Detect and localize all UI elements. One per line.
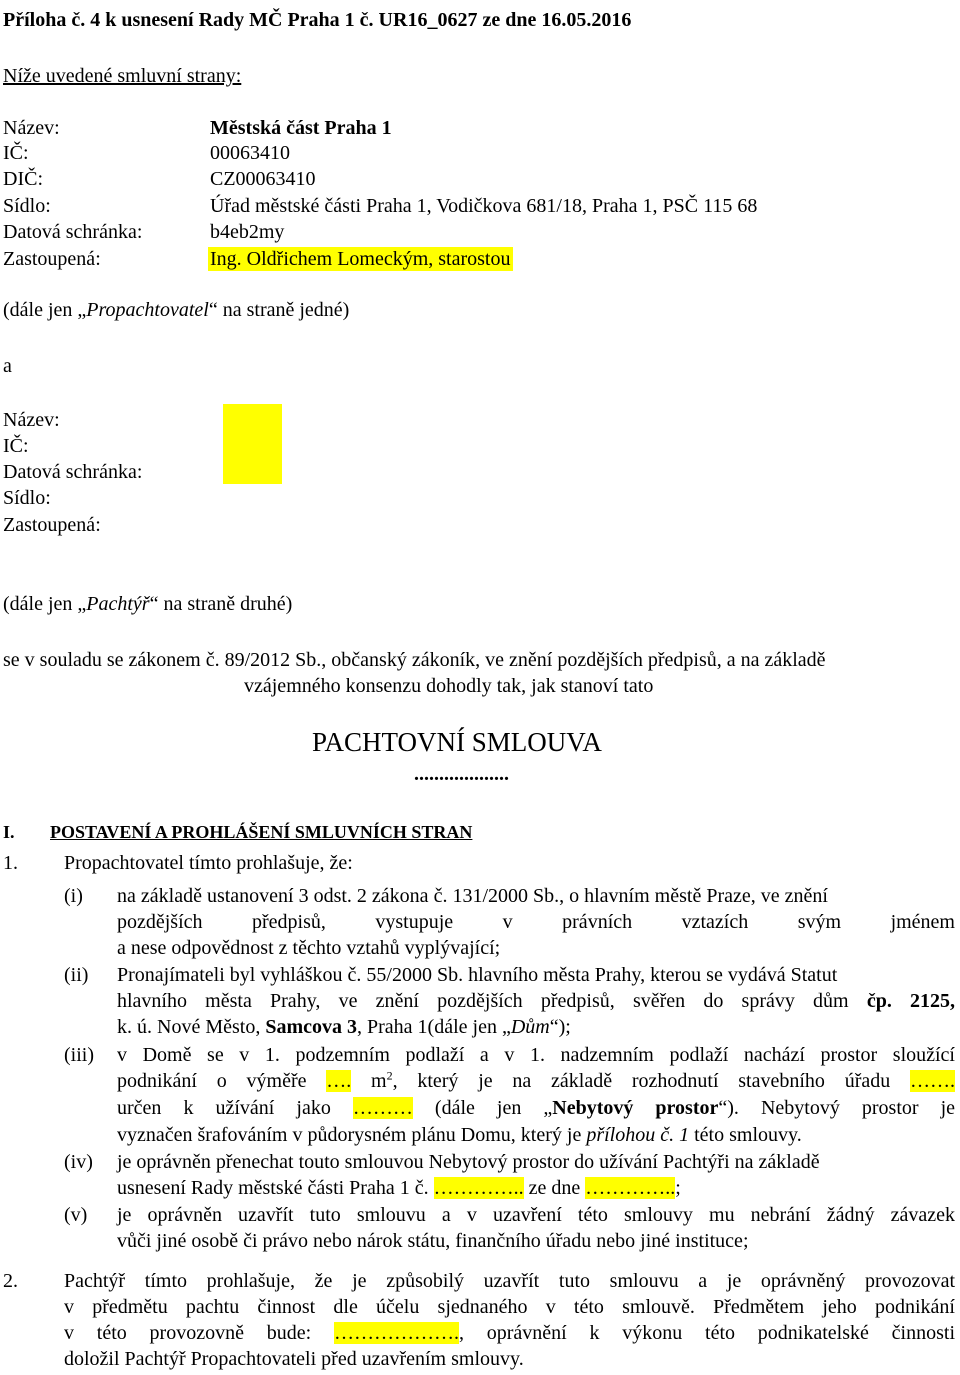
party2-highlight-placeholder: [223, 404, 282, 484]
law-clause-line1: se v souladu se zákonem č. 89/2012 Sb., občanský zákoník, ve znění pozdějších předpisů, a na základě: [3, 649, 826, 671]
text: hlavního města Prahy, ve znění pozdějších předpisů, svěřen do správy dům: [117, 990, 867, 1012]
text: m: [351, 1070, 387, 1092]
text: v této provozovně bude:: [64, 1322, 334, 1344]
text: vyznačen šrafováním v půdorysném plánu Domu, který je: [117, 1124, 587, 1146]
subitem-i-number: (i): [64, 885, 83, 907]
definition-prefix: (dále jen „: [3, 593, 87, 615]
subitem-iii-line3: [117, 1096, 955, 1120]
superscript: 2: [386, 1068, 393, 1083]
subitem-ii-line1: Pronajímateli byl vyhláškou č. 55/2000 Sb. hlavního města Prahy, kterou se vydává Statut: [117, 964, 838, 986]
definition-term-propachtovatel: Propachtovatel: [86, 299, 209, 321]
definition-prefix: (dále jen „: [3, 299, 87, 321]
subitem-i-line3: a nese odpovědnost z těchto vztahů vyplývající;: [117, 937, 501, 959]
area-placeholder: ….: [326, 1070, 352, 1092]
definition-suffix: “ na straně druhé): [149, 593, 293, 615]
subitem-iv-line1: je oprávněn přenechat touto smlouvou Nebytový prostor do užívání Pachtýři na základě: [117, 1151, 820, 1173]
text: určen k užívání jako: [117, 1097, 353, 1119]
party1-label-ic: IČ:: [3, 142, 29, 164]
item2-line3: [64, 1321, 955, 1345]
party1-value-databox: b4eb2my: [210, 221, 285, 243]
party1-value-represented: Ing. Oldřichem Lomeckým, starostou: [210, 248, 511, 270]
item2-number: 2.: [3, 1270, 18, 1292]
item2-line1: Pachtýř tímto prohlašuje, že je způsobilý uzavřít tuto smlouvu a je oprávněný provozovat: [64, 1270, 955, 1292]
subitem-iii-line4: [117, 1123, 802, 1147]
intro-text: Níže uvedené smluvní strany:: [3, 65, 242, 87]
party1-definition: [3, 298, 349, 322]
party2-label-name: Název:: [3, 409, 60, 431]
subitem-v-line1: je oprávněn uzavřít tuto smlouvu a v uzavření této smlouvy mu nebrání žádný závazek: [117, 1204, 955, 1226]
party1-label-dic: DIČ:: [3, 168, 43, 190]
party1-value-name: Městská část Praha 1: [210, 117, 392, 139]
item1-number: 1.: [3, 852, 18, 874]
party2-label-databox: Datová schránka:: [3, 461, 143, 483]
party1-value-seat: Úřad městské části Praha 1, Vodičkova 681/18, Praha 1, PSČ 115 68: [210, 195, 758, 217]
item2-line4: doložil Pachtýř Propachtovateli před uzavřením smlouvy.: [64, 1348, 524, 1370]
contract-title: PACHTOVNÍ SMLOUVA: [312, 727, 602, 757]
item2-line2: v předmětu pachtu činnost dle účelu sjednaného v této smlouvě. Předmětem jeho podnikání: [64, 1296, 955, 1318]
attachment-reference: přílohou č. 1: [586, 1124, 690, 1146]
subitem-iii-line2: [117, 1069, 955, 1093]
contract-title-dots: ...................: [414, 763, 509, 785]
subitem-iii-line1: v Domě se v 1. podzemním podlaží a v 1. nadzemním podlaží nachází prostor sloužící: [117, 1044, 955, 1066]
subitem-i-line1: na základě ustanovení 3 odst. 2 zákona č. 131/2000 Sb., o hlavním městě Praze, ve znění: [117, 885, 828, 907]
text: této smlouvy.: [689, 1124, 802, 1146]
use-placeholder: ………: [352, 1097, 413, 1119]
resolution-placeholder: …………..: [433, 1177, 524, 1199]
text: “). Nebytový prostor je: [718, 1097, 956, 1119]
subitem-ii-line3: [117, 1015, 571, 1039]
text: “);: [549, 1016, 571, 1038]
section-number: I.: [3, 822, 15, 842]
text: podnikání o výměře: [117, 1070, 327, 1092]
building-number: čp. 2125,: [866, 990, 956, 1012]
text: ;: [675, 1177, 681, 1199]
text: k. ú. Nové Město,: [117, 1016, 266, 1038]
subitem-iii-number: (iii): [64, 1044, 94, 1066]
subitem-i-line2: pozdějších předpisů, vystupuje v právních vztazích svým jménem: [117, 911, 955, 933]
text: , oprávnění k výkonu této podnikatelské činnosti: [458, 1322, 955, 1344]
conjunction-and: a: [3, 355, 12, 377]
party2-definition: [3, 592, 292, 616]
document-header: Příloha č. 4 k usnesení Rady MČ Praha 1 č. UR16_0627 ze dne 16.05.2016: [3, 9, 632, 31]
subitem-v-line2: vůči jiné osobě či právo nebo nárok státu, finančního úřadu nebo jiné instituce;: [117, 1230, 749, 1252]
text: ze dne: [523, 1177, 586, 1199]
street-address: Samcova 3: [265, 1016, 357, 1038]
decision-placeholder: …….: [910, 1070, 955, 1092]
definition-term-dum: Dům: [510, 1016, 550, 1038]
definition-term-pachtyr: Pachtýř: [86, 593, 150, 615]
date-placeholder: …………..: [585, 1177, 676, 1199]
text: , Praha 1(dále jen „: [357, 1016, 511, 1038]
subitem-v-number: (v): [64, 1204, 88, 1226]
text: (dále jen „: [412, 1097, 553, 1119]
subitem-iv-number: (iv): [64, 1151, 93, 1173]
party1-value-dic: CZ00063410: [210, 168, 316, 190]
business-placeholder: ……………….: [333, 1322, 459, 1344]
item1-text: Propachtovatel tímto prohlašuje, že:: [64, 852, 353, 874]
party2-label-ic: IČ:: [3, 435, 29, 457]
party2-label-represented: Zastoupená:: [3, 514, 101, 536]
party1-label-seat: Sídlo:: [3, 195, 51, 217]
text: usnesení Rady městské části Praha 1 č.: [117, 1177, 434, 1199]
definition-term-nebytovy-prostor: Nebytový prostor: [552, 1097, 719, 1119]
party1-label-databox: Datová schránka:: [3, 221, 143, 243]
text: , který je na základě rozhodnutí stavebního úřadu: [392, 1070, 910, 1092]
party2-label-seat: Sídlo:: [3, 487, 51, 509]
subitem-ii-number: (ii): [64, 964, 89, 986]
subitem-iv-line2: [117, 1176, 681, 1200]
definition-suffix: “ na straně jedné): [208, 299, 350, 321]
law-clause-line2: vzájemného konsenzu dohodly tak, jak stanoví tato: [244, 675, 654, 697]
party1-value-ic: 00063410: [210, 142, 290, 164]
party1-label-represented: Zastoupená:: [3, 248, 101, 270]
section-heading: POSTAVENÍ A PROHLÁŠENÍ SMLUVNÍCH STRAN: [50, 822, 473, 842]
party1-label-name: Název:: [3, 117, 60, 139]
subitem-ii-line2: [117, 989, 955, 1013]
